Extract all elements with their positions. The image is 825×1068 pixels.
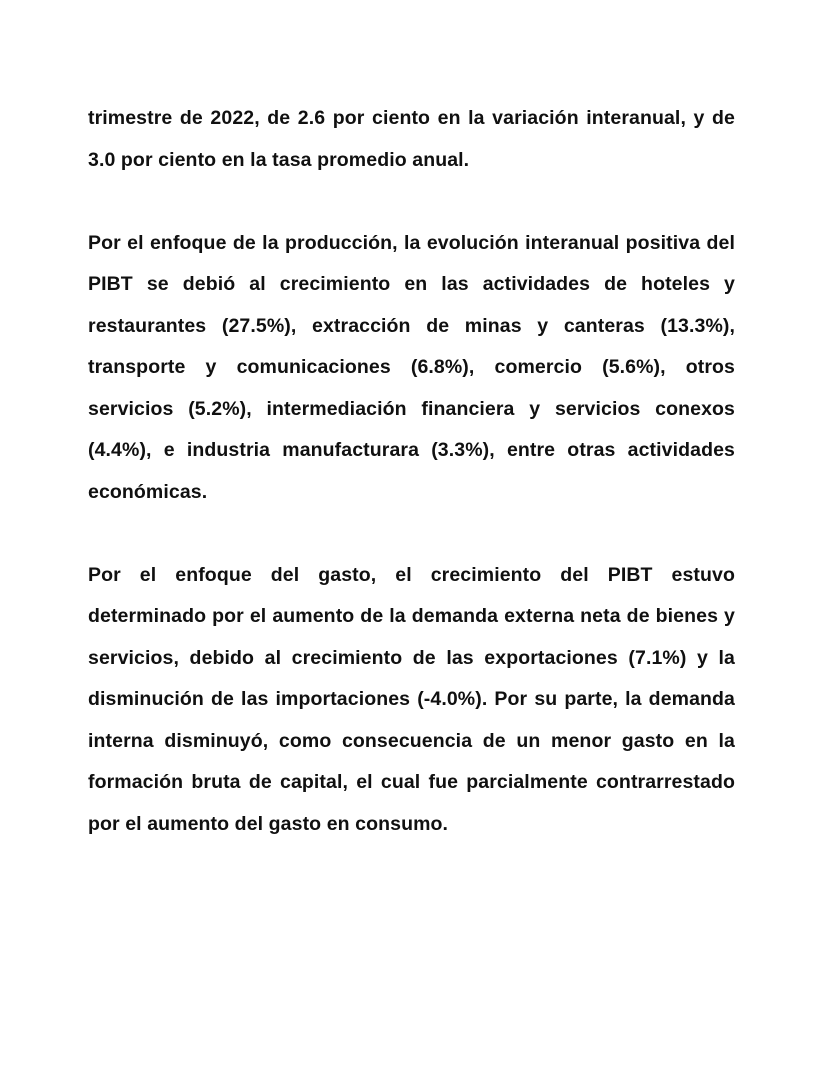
paragraph-expenditure-approach: Por el enfoque del gasto, el crecimiento del PIBT estuvo determinado por el aumento de la demanda externa neta de bienes y servicios, debido al crecimiento de las exportaciones (7.1%) y la disminución de las importaciones (-4.0%). Por su parte, la demanda interna disminuyó, como consecuencia de un menor gasto en la formación bruta de capital, el cual fue parcialmente contrarrestado por el aumento del gasto en consumo. — [88, 563, 735, 835]
paragraph-growth-rates: trimestre de 2022, de 2.6 por ciento en la variación interanual, y de 3.0 por ciento en la tasa promedio anual. — [88, 107, 735, 171]
paragraph-production-approach: Por el enfoque de la producción, la evolución interanual positiva del PIBT se debió al crecimiento en las actividades de hoteles y restaurantes (27.5%), extracción de minas y canteras (13.3%), transporte y comunicaciones (6.8%), comercio (5.6%), otros servicios (5.2%), intermediación financiera y servicios conexos (4.4%), e industria manufacturara (3.3%), entre otras actividades económicas. — [88, 231, 735, 503]
